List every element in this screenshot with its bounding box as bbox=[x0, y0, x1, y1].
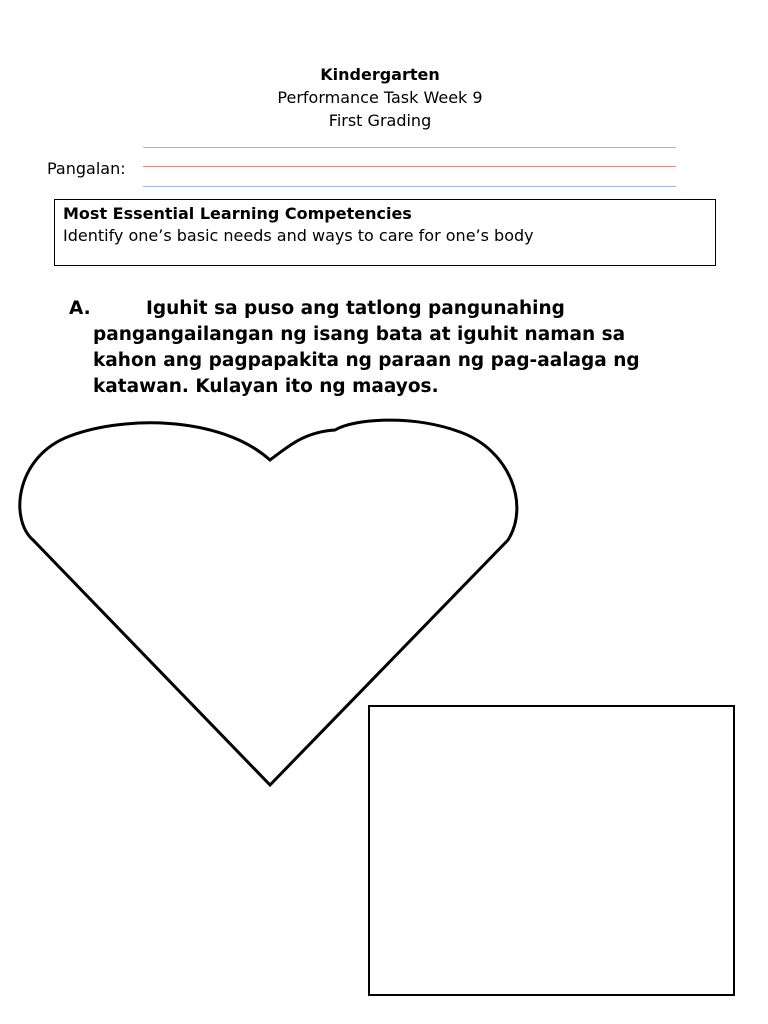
name-writing-line-bottom bbox=[143, 186, 676, 187]
name-writing-line-top bbox=[143, 147, 676, 148]
care-drawing-box[interactable] bbox=[368, 705, 735, 996]
instruction-line-1: Iguhit sa puso ang tatlong pangunahing bbox=[146, 298, 565, 319]
name-writing-line-middle bbox=[143, 166, 676, 167]
worksheet-title: Kindergarten bbox=[320, 65, 440, 84]
name-label: Pangalan: bbox=[47, 159, 126, 178]
grading-period: First Grading bbox=[328, 111, 432, 130]
instruction-line-2: pangangailangan ng isang bata at iguhit naman sa bbox=[93, 324, 626, 345]
melc-title: Most Essential Learning Competencies bbox=[63, 204, 412, 223]
melc-box bbox=[54, 199, 716, 266]
instruction-marker: A. bbox=[69, 298, 91, 319]
melc-text: Identify one’s basic needs and ways to care for one’s body bbox=[63, 226, 534, 245]
instruction-a bbox=[69, 296, 729, 400]
instruction-line-4: katawan. Kulayan ito ng maayos. bbox=[93, 376, 439, 397]
instruction-line-3: kahon ang pagpapakita ng paraan ng pag-aalaga ng bbox=[93, 350, 640, 371]
worksheet-subtitle: Performance Task Week 9 bbox=[277, 88, 483, 107]
worksheet-header bbox=[0, 64, 760, 132]
